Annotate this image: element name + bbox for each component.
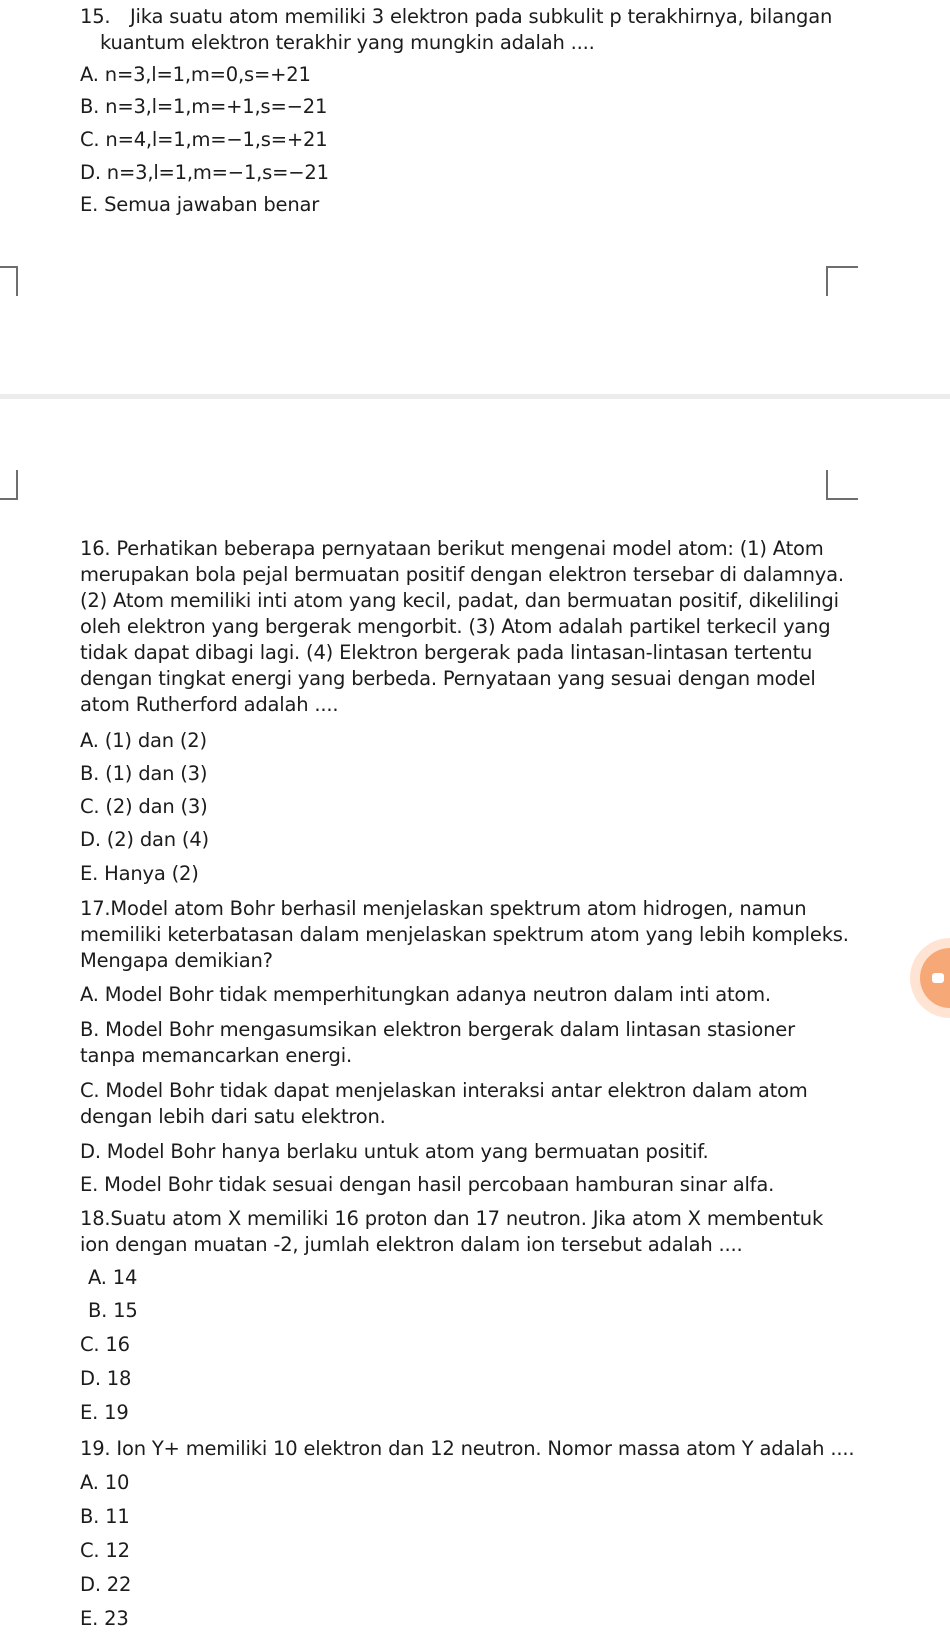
page-corner-top-left (0, 266, 18, 296)
q17-option-d[interactable]: D. Model Bohr hanya berlaku untuk atom yang bermuatan positif. (80, 1140, 709, 1163)
q15-option-e[interactable]: E. Semua jawaban benar (80, 193, 320, 216)
q19-text: 19. Ion Y+ memiliki 10 elektron dan 12 neutron. Nomor massa atom Y adalah .... (80, 1437, 855, 1460)
page-break-separator (0, 394, 950, 399)
q15-option-a[interactable]: A. n=3,l=1,m=0,s=+21 (80, 63, 311, 86)
q18-text-line-2: ion dengan muatan -2, jumlah elektron dalam ion tersebut adalah .... (80, 1233, 743, 1256)
q17-option-e[interactable]: E. Model Bohr tidak sesuai dengan hasil percobaan hamburan sinar alfa. (80, 1173, 775, 1196)
q19-option-c[interactable]: C. 12 (80, 1539, 130, 1562)
q16-option-a[interactable]: A. (1) dan (2) (80, 729, 207, 752)
q17-option-b[interactable]: B. Model Bohr mengasumsikan elektron bergerak dalam lintasan stasioner (80, 1018, 795, 1041)
page-corner-bottom-right (826, 470, 858, 500)
page-corner-top-right (826, 266, 858, 296)
q18-option-a[interactable]: A. 14 (88, 1266, 138, 1289)
q16-option-b[interactable]: B. (1) dan (3) (80, 762, 208, 785)
q16-text-line-3: (2) Atom memiliki inti atom yang kecil, padat, dan bermuatan positif, dikelilingi (80, 589, 839, 612)
floating-action-button[interactable] (910, 938, 950, 1018)
q19-option-a[interactable]: A. 10 (80, 1471, 130, 1494)
q16-option-e[interactable]: E. Hanya (2) (80, 862, 199, 885)
q15-option-b[interactable]: B. n=3,l=1,m=+1,s=−21 (80, 95, 328, 118)
q16-text-line-7: atom Rutherford adalah .... (80, 693, 339, 716)
q19-option-b[interactable]: B. 11 (80, 1505, 130, 1528)
q19-option-e[interactable]: E. 23 (80, 1607, 129, 1630)
q18-option-c[interactable]: C. 16 (80, 1333, 130, 1356)
q17-option-a[interactable]: A. Model Bohr tidak memperhitungkan adanya neutron dalam inti atom. (80, 983, 771, 1006)
dot-icon (932, 973, 944, 983)
q16-text-line-4: oleh elektron yang bergerak mengorbit. (3) Atom adalah partikel terkecil yang (80, 615, 831, 638)
q16-option-d[interactable]: D. (2) dan (4) (80, 828, 209, 851)
q15-number: 15. (80, 5, 111, 28)
q18-option-e[interactable]: E. 19 (80, 1401, 129, 1424)
q15-text-line-1 (80, 4, 832, 30)
q16-text-line-6: dengan tingkat energi yang berbeda. Pernyataan yang sesuai dengan model (80, 667, 816, 690)
q17-option-c-cont: dengan lebih dari satu elektron. (80, 1105, 386, 1128)
q17-text-line-1: 17.Model atom Bohr berhasil menjelaskan spektrum atom hidrogen, namun (80, 897, 807, 920)
q18-text-line-1: 18.Suatu atom X memiliki 16 proton dan 17 neutron. Jika atom X membentuk (80, 1207, 824, 1230)
q15-option-d[interactable]: D. n=3,l=1,m=−1,s=−21 (80, 161, 329, 184)
q17-text-line-2: memiliki keterbatasan dalam menjelaskan spektrum atom yang lebih kompleks. (80, 923, 849, 946)
q17-option-b-cont: tanpa memancarkan energi. (80, 1044, 352, 1067)
page-corner-bottom-left (0, 470, 18, 500)
q17-text-line-3: Mengapa demikian? (80, 949, 273, 972)
q16-text-line-1: 16. Perhatikan beberapa pernyataan berikut mengenai model atom: (1) Atom (80, 537, 824, 560)
q17-option-c[interactable]: C. Model Bohr tidak dapat menjelaskan interaksi antar elektron dalam atom (80, 1079, 808, 1102)
q18-option-d[interactable]: D. 18 (80, 1367, 132, 1390)
q15-text: Jika suatu atom memiliki 3 elektron pada subkulit p terakhirnya, bilangan (130, 5, 833, 28)
q16-option-c[interactable]: C. (2) dan (3) (80, 795, 208, 818)
q15-option-c[interactable]: C. n=4,l=1,m=−1,s=+21 (80, 128, 328, 151)
q16-text-line-2: merupakan bola pejal bermuatan positif dengan elektron tersebar di dalamnya. (80, 563, 844, 586)
floating-button-inner (920, 948, 950, 1008)
q18-option-b[interactable]: B. 15 (88, 1299, 138, 1322)
q15-text-line-2: kuantum elektron terakhir yang mungkin adalah .... (100, 31, 595, 54)
q19-option-d[interactable]: D. 22 (80, 1573, 132, 1596)
q16-text-line-5: tidak dapat dibagi lagi. (4) Elektron bergerak pada lintasan-lintasan tertentu (80, 641, 813, 664)
